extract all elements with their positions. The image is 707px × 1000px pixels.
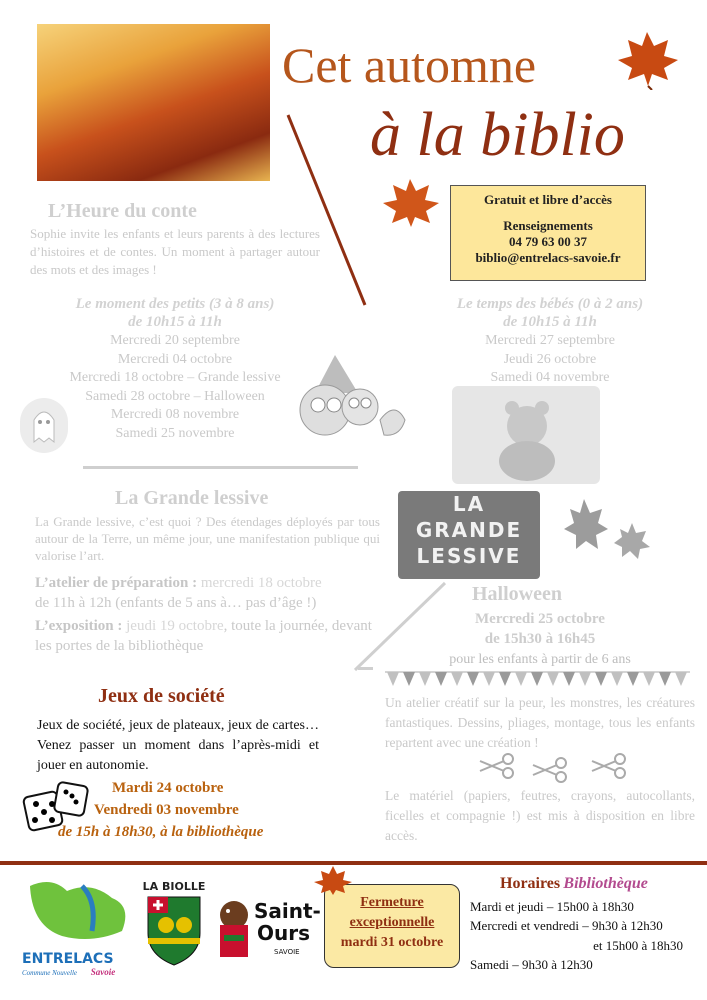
jeux-description: Jeux de société, jeux de plateaux, jeux de cartes… Venez passer un moment dans l’après-midi et jouer en autonomie. [37, 718, 319, 773]
expo-details: , toute la journée, devant les portes de la bibliothèque [35, 618, 372, 654]
conte-title: L’Heure du conte [48, 200, 197, 222]
maple-leaf-icon [312, 864, 354, 896]
grande-lessive-banner [398, 491, 540, 579]
section-divider [83, 466, 358, 469]
list-item: Samedi 28 octobre – Halloween [85, 388, 265, 404]
scissors-icon [590, 753, 630, 779]
banner-line: GRANDE [415, 518, 523, 542]
hours-title: Horaires [500, 875, 561, 892]
scissors-icon [531, 757, 571, 783]
halloween-title: Halloween [472, 583, 562, 605]
petits-title: Le moment des petits (3 à 8 ans) [75, 296, 275, 312]
page-title-line1: Cet automne [282, 37, 537, 93]
page-title-line2: à la biblio [370, 101, 625, 169]
maple-leaf-icon [375, 175, 445, 230]
saint-ours-line3: SAVOIE [274, 948, 300, 956]
halloween-materials: Le matériel (papiers, feutres, crayons, autocollants, ficelles et compagnie !) est mis à disposition en libre accès. [385, 788, 695, 843]
teddy-bear-image [452, 386, 600, 484]
closure-line2: exceptionnelle [349, 915, 435, 930]
halloween-date: Mercredi 25 octobre [475, 611, 605, 627]
saint-ours-logo [212, 895, 320, 965]
entrelacs-subtitle [22, 967, 137, 977]
entrelacs-sub: Commune Nouvelle [22, 969, 78, 977]
banner-line: LESSIVE [416, 544, 522, 568]
conte-description: Sophie invite les enfants et leurs parents à des lectures d’histoires et de contes. Un moment à partager autour des mots et des images ! [30, 226, 320, 277]
info-box [450, 185, 646, 281]
halloween-characters-illustration [280, 345, 425, 445]
halloween-time: de 15h30 à 16h45 [484, 631, 596, 647]
hours-line: Mercredi et vendredi – 9h30 à 12h30 [470, 918, 663, 933]
list-item: Mercredi 04 octobre [117, 351, 233, 367]
la-biolle-name: LA BIOLLE [142, 880, 206, 893]
hours-line: et 15h00 à 18h30 [593, 937, 683, 953]
bunting-garland [385, 670, 690, 690]
entrelacs-name: ENTRELACS [22, 951, 114, 967]
opening-hours [470, 874, 705, 975]
list-item: Jeudi 26 octobre [503, 351, 597, 367]
closure-line1: Fermeture [360, 895, 424, 910]
jeux-time: de 15h à 18h30, à la bibliothèque [58, 824, 264, 840]
hours-line: Samedi – 9h30 à 12h30 [470, 957, 593, 972]
entrelacs-sub2: Savoie [90, 967, 116, 977]
list-item: Samedi 25 novembre [115, 425, 235, 441]
list-item: Mercredi 18 octobre – Grande lessive [69, 370, 281, 385]
contact-label: Renseignements [503, 218, 593, 233]
jeux-date2: Vendredi 03 novembre [94, 802, 239, 818]
lessive-description: La Grande lessive, c’est quoi ? Des étendages déployés par tous autour de la Terre, un même jour, une manifestation publique qui valorise l’art. [35, 514, 380, 563]
hours-line: Mardi et jeudi – 15h00 à 18h30 [470, 898, 634, 914]
saint-ours-line1: Saint- [254, 899, 321, 923]
lessive-title: La Grande lessive [115, 487, 269, 509]
atelier-label: L’atelier de préparation : [35, 575, 198, 591]
petits-dates [30, 332, 320, 443]
email-link[interactable]: biblio@entrelacs-savoie.fr [475, 250, 621, 265]
phone-number: 04 79 63 00 37 [509, 234, 587, 249]
list-item: Mercredi 08 novembre [110, 407, 240, 422]
saint-ours-line2: Ours [257, 921, 311, 945]
expo-date: jeudi 19 octobre [126, 618, 224, 634]
scissors-icon [478, 753, 518, 779]
jeux-title: Jeux de société [98, 685, 225, 707]
bebes-dates [410, 332, 690, 388]
maple-leaf-icon [612, 28, 682, 90]
ghost-icon [20, 398, 68, 453]
free-access-text: Gratuit et libre d’accès [484, 192, 612, 207]
banner-line: LA [452, 492, 486, 516]
halloween-age: pour les enfants à partir de 6 ans [449, 652, 631, 667]
bebes-title: Le temps des bébés (0 à 2 ans) [456, 296, 644, 312]
lessive-exposition [35, 616, 380, 656]
closure-notice [324, 884, 460, 968]
atelier-date: mercredi 18 octobre [200, 575, 322, 591]
list-item: Mercredi 20 septembre [110, 333, 240, 348]
leaf-icon [562, 495, 657, 565]
library-brand: Bibliothèque [563, 875, 648, 892]
decorative-line [280, 110, 370, 310]
closure-date: mardi 31 octobre [340, 935, 444, 950]
lessive-atelier [35, 573, 380, 613]
list-item: Mercredi 27 septembre [485, 333, 615, 348]
decorative-line [358, 667, 373, 670]
expo-label: L’exposition : [35, 618, 123, 634]
atelier-details: de 11h à 12h (enfants de 5 ans à… pas d’âge !) [35, 595, 317, 611]
la-biolle-logo [140, 880, 208, 980]
halloween-description: Un atelier créatif sur la peur, les monstres, les créatures fantastiques. Dessins, pliages, montage, tous les enfants repartent avec une création ! [385, 695, 695, 750]
autumn-leaves-photo [37, 24, 270, 181]
petits-time: de 10h15 à 11h [128, 314, 222, 330]
list-item: Samedi 04 novembre [490, 370, 610, 385]
jeux-date1: Mardi 24 octobre [112, 780, 224, 796]
entrelacs-logo [22, 876, 137, 976]
bebes-time: de 10h15 à 11h [503, 314, 597, 330]
hours-heading [470, 874, 705, 894]
